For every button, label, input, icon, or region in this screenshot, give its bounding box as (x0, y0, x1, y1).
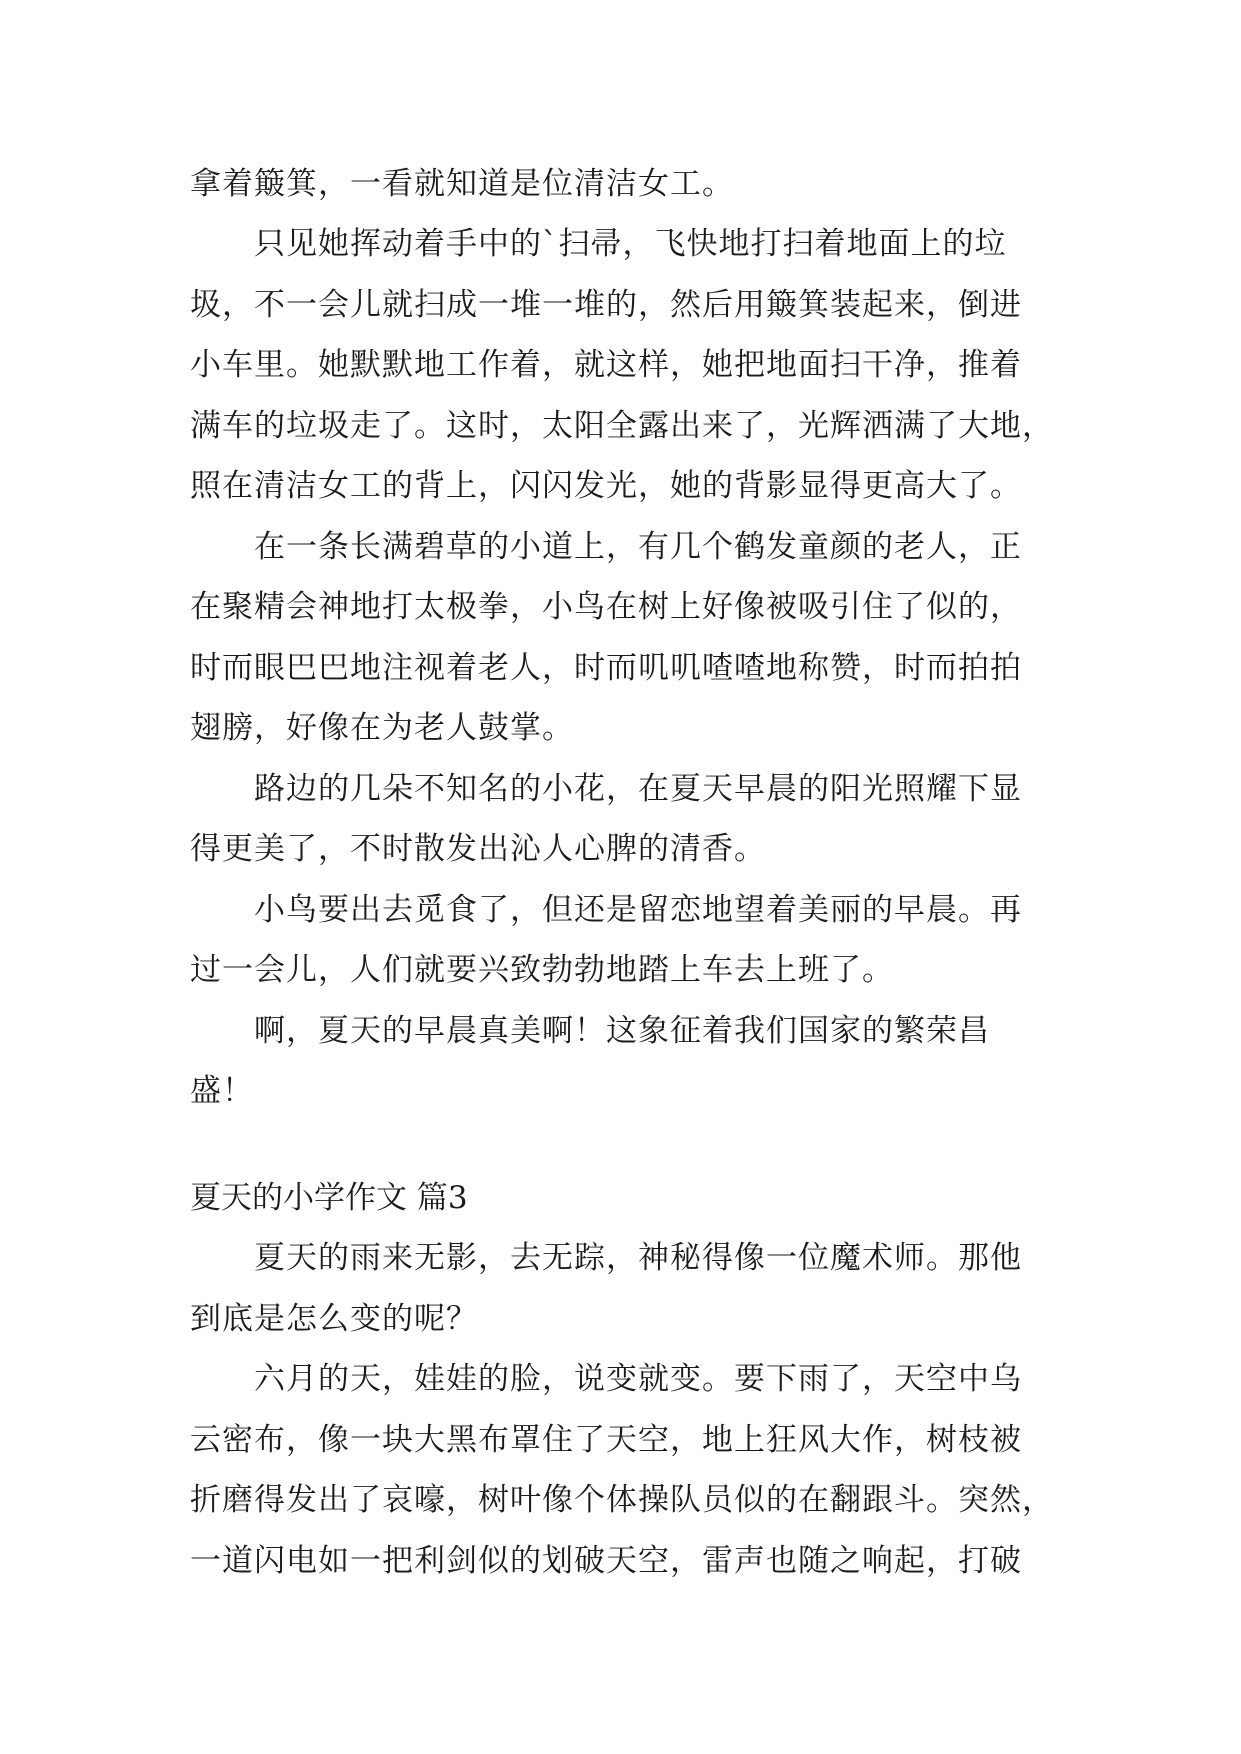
text-line: 得更美了，不时散发出沁人心脾的清香。 (190, 831, 766, 867)
text-line: 时而眼巴巴地注视着老人，时而叽叽喳喳地称赞，时而拍拍 (190, 650, 1022, 686)
text-line: 拿着簸箕，一看就知道是位清洁女工。 (190, 166, 734, 202)
text-line: 折磨得发出了哀嚎，树叶像个体操队员似的在翻跟斗。突然， (190, 1482, 1054, 1518)
text-line: 照在清洁女工的背上，闪闪发光，她的背影显得更高大了。 (190, 468, 1022, 504)
text-line: 盛！ (190, 1073, 254, 1109)
text-line: 到底是怎么变的呢？ (190, 1301, 478, 1337)
text-line: 过一会儿，人们就要兴致勃勃地踏上车去上班了。 (190, 952, 894, 988)
section-heading: 夏天的小学作文 篇3 (190, 1180, 468, 1216)
paragraph-first-line: 路边的几朵不知名的小花，在夏天早晨的阳光照耀下显 (254, 771, 1022, 807)
text-line: 一道闪电如一把利剑似的划破天空，雷声也随之响起，打破 (190, 1543, 1022, 1579)
text-line: 满车的垃圾走了。这时，太阳全露出来了，光辉洒满了大地， (190, 408, 1054, 444)
text-line: 圾，不一会儿就扫成一堆一堆的，然后用簸箕装起来，倒进 (190, 287, 1022, 323)
paragraph-first-line: 啊，夏天的早晨真美啊！这象征着我们国家的繁荣昌 (254, 1013, 990, 1049)
paragraph-first-line: 六月的天，娃娃的脸，说变就变。要下雨了，天空中乌 (254, 1361, 1022, 1397)
text-line: 小车里。她默默地工作着，就这样，她把地面扫干净，推着 (190, 347, 1022, 383)
paragraph-first-line: 只见她挥动着手中的`扫帚，飞快地打扫着地面上的垃 (254, 226, 1007, 262)
text-line: 翅膀，好像在为老人鼓掌。 (190, 710, 574, 746)
text-line: 云密布，像一块大黑布罩住了天空，地上狂风大作，树枝被 (190, 1422, 1022, 1458)
paragraph-first-line: 小鸟要出去觅食了，但还是留恋地望着美丽的早晨。再 (254, 892, 1022, 928)
text-line: 在聚精会神地打太极拳，小鸟在树上好像被吸引住了似的， (190, 589, 1022, 625)
paragraph-first-line: 夏天的雨来无影，去无踪，神秘得像一位魔术师。那他 (254, 1240, 1022, 1276)
paragraph-first-line: 在一条长满碧草的小道上，有几个鹤发童颜的老人，正 (254, 529, 1022, 565)
